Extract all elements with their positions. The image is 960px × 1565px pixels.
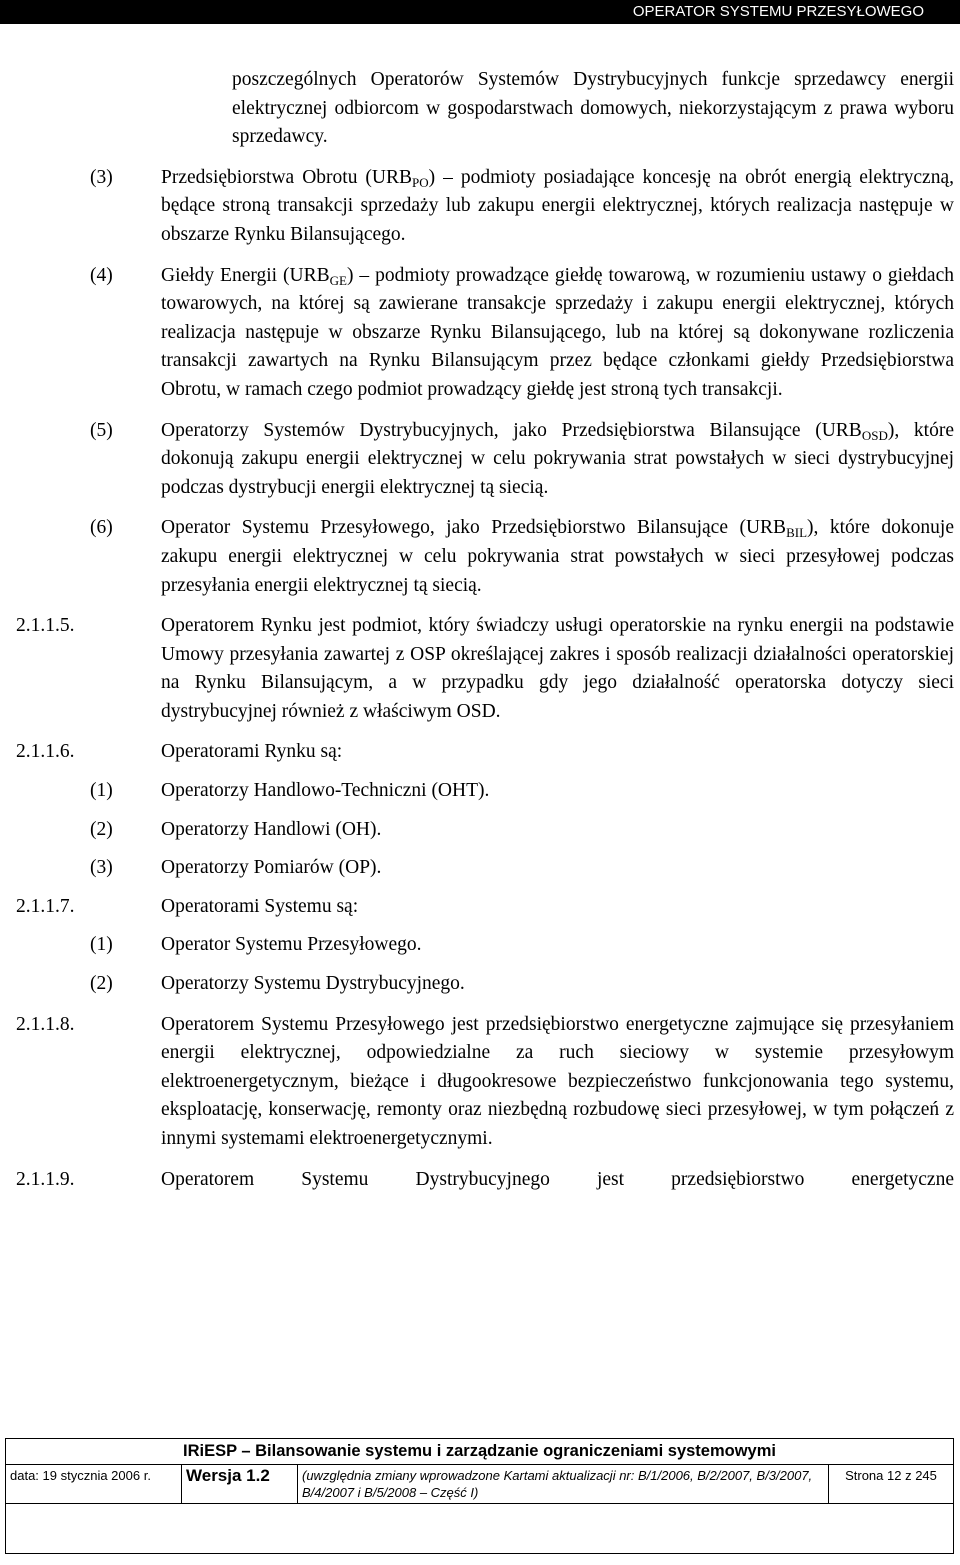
list-item — [0, 854, 960, 883]
footer-date: data: 19 stycznia 2006 r. — [6, 1465, 182, 1503]
section-2-1-1-8 — [0, 1011, 960, 1154]
list-label: (6) — [90, 517, 113, 539]
list-text: Operator Systemu Przesyłowego. — [161, 934, 422, 956]
section-number: 2.1.1.7. — [16, 895, 75, 917]
header-title: OPERATOR SYSTEMU PRZESYŁOWEGO — [632, 3, 924, 20]
subscript: OSD — [861, 427, 888, 443]
list-text: Operatorzy Systemów Dystrybucyjnych, jako Przedsiębiorstwa Bilansujące $(URB_{OSD})$, które dokonują zakupu energii elektrycznej w celu pokrywania strat powstałych w sieci dystrybucyjnej podczas dystrybucji energii elektrycznej tą siecią. — [161, 419, 954, 498]
page-footer — [5, 1438, 954, 1554]
list-label: (5) — [90, 419, 113, 441]
list-text: Przedsiębiorstwa Obrotu $(URB_{PO})$ – podmioty posiadające koncesję na obrót energią elektryczną, będące stroną transakcji sprzedaży lub zakupu energii elektrycznej, których realizacja następuje w obszarze Rynku Bilansującego. — [161, 166, 954, 245]
list-text: Operatorzy Handlowo-Techniczni (OHT). — [161, 780, 490, 802]
list-label: (1) — [90, 780, 113, 802]
list-item-4 — [0, 262, 960, 405]
footer-info-row — [6, 1465, 953, 1504]
list-item-6 — [0, 514, 960, 600]
list-text: Operatorzy Systemu Dystrybucyjnego. — [161, 973, 465, 995]
list-text: Operatorzy Pomiarów (OP). — [161, 857, 382, 879]
section-number: 2.1.1.5. — [16, 615, 75, 637]
section-2-1-1-6 — [0, 738, 960, 767]
list-text: Giełdy Energii $(URB_{GE})$ – podmioty prowadzące giełdę towarową, w rozumieniu ustawy o giełdach towarowych, na której są zawierane transakcje sprzedaży i zakupu energii elektrycznej, których realizacja następuje w obszarze Rynku Bilansującego, lub na której są dokonywane rozliczenia transakcji zawartych na Rynku Bilansującym przez będące członkami giełdy Przedsiębiorstwa Obrotu, w ramach czego podmiot prowadzący giełdę jest stroną tych transakcji. — [161, 264, 954, 400]
section-text: Operatorami Systemu są: — [161, 895, 359, 917]
section-text: Operatorem Rynku jest podmiot, który świadczy usługi operatorskie na rynku energii na podstawie Umowy przesyłania zawartej z OSP określającej zakres i sposób realizacji działalności operatorskiej na Rynku Bilansującym, a w przypadku gdy jego działalność operatorska dotyczy sieci dystrybucyjnej również z właściwym OSD. — [161, 615, 954, 722]
section-2-1-1-7 — [0, 893, 960, 922]
footer-page-number: Strona 12 z 245 — [845, 1468, 937, 1483]
list-item — [0, 970, 960, 999]
list-item — [0, 777, 960, 806]
paragraph-continuation — [0, 66, 960, 152]
footer-note: (uwzględnia zmiany wprowadzone Kartami aktualizacji nr: B/1/2006, B/2/2007, B/3/2007, B/4/2007 i B/5/2008 – Część I) — [298, 1465, 829, 1503]
list-text: Operatorzy Handlowi (OH). — [161, 818, 382, 840]
section-2-1-1-5 — [0, 612, 960, 726]
list-item — [0, 816, 960, 845]
document-body — [0, 66, 960, 1206]
section-text: Operatorem Systemu Przesyłowego jest przedsiębiorstwo energetyczne zajmujące się przesyłaniem energii elektrycznej, odpowiedzialne za ruch sieciowy w systemie przesyłowym elektroenergetycznym, bieżące i długookresowe bezpieczeństwo funkcjonowania tego systemu, eksploatację, konserwację, remonty oraz niezbędną rozbudowę sieci przesyłowej, w tym połączeń z innymi systemami elektroenergetycznymi. — [161, 1013, 954, 1149]
footer-version: Wersja 1.2 — [182, 1465, 298, 1503]
list-label: (1) — [90, 934, 113, 956]
list-label: (3) — [90, 857, 113, 879]
subscript: BIL — [786, 525, 808, 541]
list-label: (4) — [90, 264, 113, 286]
list-item-3 — [0, 164, 960, 250]
footer-title: IRiESP – Bilansowanie systemu i zarządzanie ograniczeniami systemowymi — [6, 1439, 953, 1465]
list-item — [0, 931, 960, 960]
list-label: (2) — [90, 818, 113, 840]
page-header — [0, 0, 960, 24]
section-number: 2.1.1.9. — [16, 1168, 75, 1190]
list-item-5 — [0, 417, 960, 503]
section-2-1-1-9 — [0, 1166, 960, 1195]
paragraph-text: poszczególnych Operatorów Systemów Dystrybucyjnych funkcje sprzedawcy energii elektrycznej odbiorcom w gospodarstwach domowych, niekorzystającym z prawa wyboru sprzedawcy. — [232, 69, 954, 148]
section-text: Operatorem Systemu Dystrybucyjnego jest przedsiębiorstwo energetyczne — [161, 1168, 954, 1190]
subscript: GE — [329, 272, 347, 288]
list-label: (2) — [90, 973, 113, 995]
list-label: (3) — [90, 166, 113, 188]
section-number: 2.1.1.6. — [16, 741, 75, 763]
section-number: 2.1.1.8. — [16, 1013, 75, 1035]
list-text: Operator Systemu Przesyłowego, jako Przedsiębiorstwo Bilansujące $(URB_{BIL})$, które dokonuje zakupu energii elektrycznej w celu pokrywania strat powstałych w sieci przesyłowej podczas przesyłania energii elektrycznej tą siecią. — [161, 517, 954, 596]
section-text: Operatorami Rynku są: — [161, 741, 343, 763]
subscript: PO — [412, 174, 429, 190]
